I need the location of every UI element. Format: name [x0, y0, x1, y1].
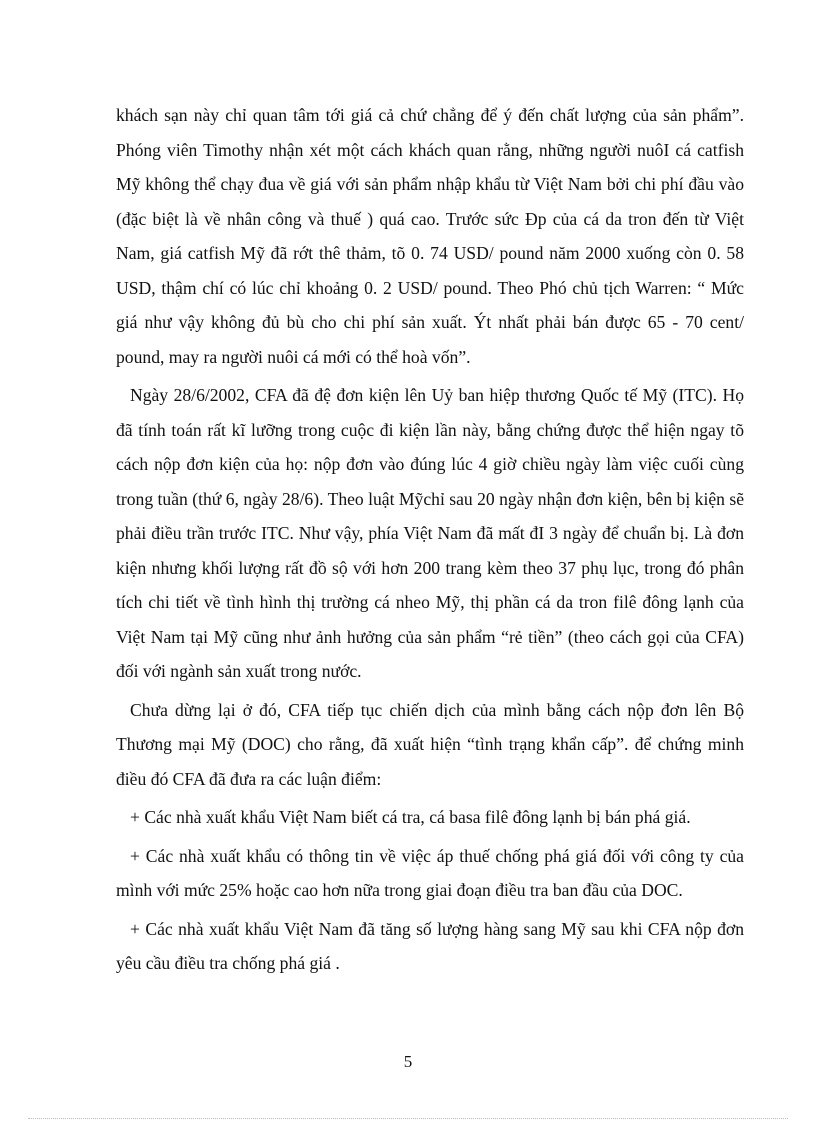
- page-number: 5: [403, 1052, 413, 1071]
- paragraph-continuation: khách sạn này chỉ quan tâm tới giá cả chứ chẳng để ý đến chất lượng của sản phẩm”. Phóng viên Timothy nhận xét một cách khách quan rằng, những người nuôI cá catfish Mỹ không thể chạy đua về giá với sản phẩm nhập khẩu từ Việt Nam bởi chi phí đầu vào (đặc biệt là về nhân công và thuế ) quá cao. Trước sức Ðp của cá da tron đến từ Việt Nam, giá catfish Mỹ đã rớt thê thảm, tõ 0. 74 USD/ pound năm 2000 xuống còn 0. 58 USD, thậm chí có lúc chỉ khoảng 0. 2 USD/ pound. Theo Phó chủ tịch Warren: “ Mức giá như vậy không đủ bù cho chi phí sản xuất. Ýt nhất phải bán được 65 - 70 cent/ pound, may ra người nuôi cá mới có thể hoà vốn”.: [116, 105, 744, 367]
- paragraph-cfa-doc-petition: Chưa dừng lại ở đó, CFA tiếp tục chiến dịch của mình bằng cách nộp đơn lên Bộ Thương mại Mỹ (DOC) cho rằng, đã xuất hiện “tình trạng khẩn cấp”. để chứng minh điều đó CFA đã đưa ra các luận điểm:: [116, 699, 744, 789]
- document-body: [116, 98, 744, 981]
- bullet-item-1: + Các nhà xuất khẩu Việt Nam biết cá tra, cá basa filê đông lạnh bị bán phá giá.: [130, 807, 691, 827]
- paragraph-cfa-lawsuit: Ngày 28/6/2002, CFA đã đệ đơn kiện lên Uỷ ban hiệp thương Quốc tế Mỹ (ITC). Họ đã tính toán rất kĩ lưỡng trong cuộc đi kiện lần này, bằng chứng được thể hiện ngay tõ cách nộp đơn kiện của họ: nộp đơn vào đúng lúc 4 giờ chiều ngày làm việc cuối cùng trong tuần (thứ 6, ngày 28/6). Theo luật Mỹchỉ sau 20 ngày nhận đơn kiện, bên bị kiện sẽ phải điều trần trước ITC. Như vậy, phía Việt Nam đã mất đI 3 ngày để chuẩn bị. Là đơn kiện nhưng khối lượng rất đồ sộ với hơn 200 trang kèm theo 37 phụ lục, trong đó phân tích chi tiết về tình hình thị trường cá nheo Mỹ, thị phần cá da tron filê đông lạnh của Việt Nam tại Mỹ cũng như ảnh hưởng của sản phẩm “rẻ tiền” (theo cách gọi của CFA) đối với ngành sản xuất trong nước.: [116, 385, 744, 681]
- bullet-item-3: + Các nhà xuất khẩu Việt Nam đã tăng số lượng hàng sang Mỹ sau khi CFA nộp đơn yêu cầu điều tra chống phá giá .: [116, 918, 744, 973]
- page-bottom-divider: [28, 1118, 788, 1119]
- bullet-item-2: + Các nhà xuất khẩu có thông tin về việc áp thuế chống phá giá đối với công ty của mình với mức 25% hoặc cao hơn nữa trong giai đoạn điều tra ban đầu của DOC.: [116, 845, 744, 900]
